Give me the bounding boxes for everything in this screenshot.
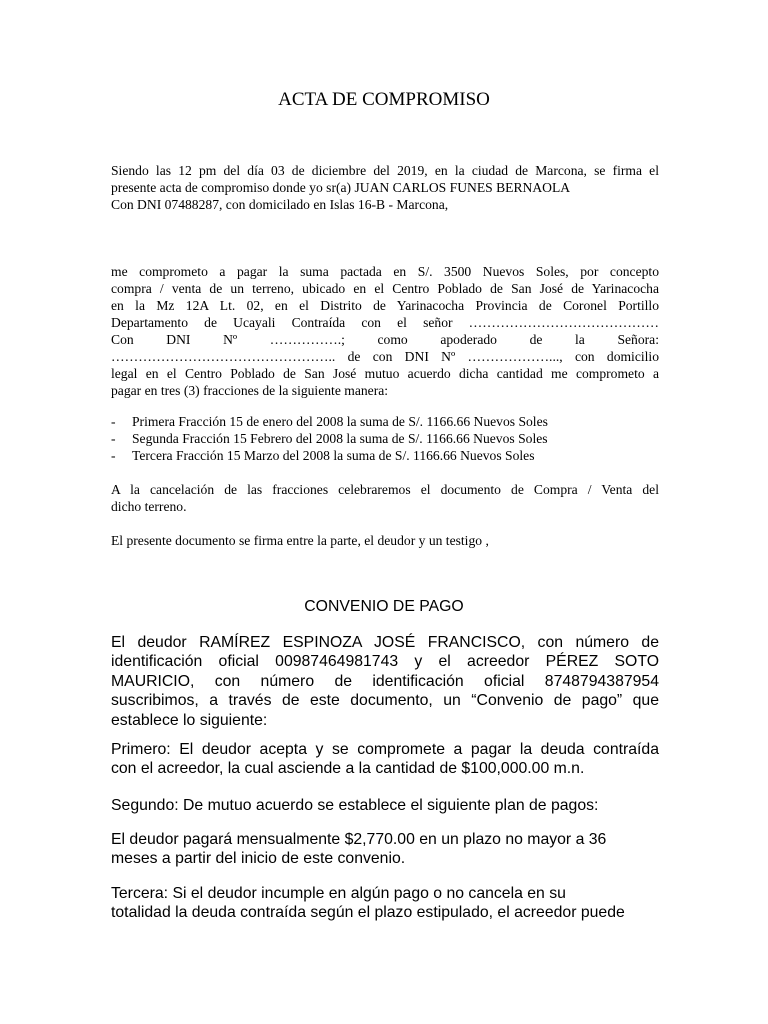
convenio-tercera-paragraph <box>111 884 659 923</box>
installments-list <box>111 413 659 464</box>
text-line: El presente documento se firma entre la parte, el deudor y un testigo , <box>111 533 489 548</box>
text-line: meses a partir del inicio de este convenio. <box>111 850 406 868</box>
list-dash: - <box>111 414 116 429</box>
list-item <box>111 430 659 447</box>
text-line: MAURICIO, con número de identificación oficial 8748794387954 <box>111 672 659 690</box>
convenio-parties-paragraph <box>111 633 659 730</box>
installment-text: Primera Fracción 15 de enero del 2008 la suma de S/. 1166.66 Nuevos Soles <box>132 414 548 429</box>
text-line: identificación oficial 00987464981743 y el acreedor PÉREZ SOTO <box>111 653 659 671</box>
convenio-plan-paragraph <box>111 830 659 869</box>
convenio-title: CONVENIO DE PAGO <box>304 598 464 615</box>
list-dash: - <box>111 448 116 463</box>
convenio-segundo-paragraph <box>111 796 659 815</box>
text-line: Con DNI Nº …………….; como apoderado de la Señora: <box>111 332 659 347</box>
text-line: El deudor RAMÍREZ ESPINOZA JOSÉ FRANCISCO, con número de <box>111 634 659 651</box>
text-line: en la Mz 12A Lt. 02, en el Distrito de Yarinacocha Provincia de Coronel Portillo <box>111 298 659 313</box>
intro-paragraph <box>111 162 659 213</box>
convenio-primero-paragraph <box>111 740 659 779</box>
text-line: compra / venta de un terreno, ubicado en el Centro Poblado de San José de Yarinacocha <box>111 281 659 296</box>
text-line: Con DNI 07488287, con domicilado en Islas 16-B - Marcona, <box>111 197 449 212</box>
text-line: El deudor pagará mensualmente $2,770.00 en un plazo no mayor a 36 <box>111 831 607 848</box>
text-line: ………………………………………….. de con DNI Nº ………………..., con domicilio <box>111 349 659 364</box>
text-line: con el acreedor, la cual asciende a la cantidad de $100,000.00 m.n. <box>111 760 585 778</box>
text-line: suscribimos, a través de este documento, un “Convenio de pago” que <box>111 692 659 710</box>
list-item <box>111 447 659 464</box>
cancellation-paragraph <box>111 481 659 515</box>
text-line: legal en el Centro Poblado de San José mutuo acuerdo dicha cantidad me comprometo a <box>111 366 659 381</box>
list-dash: - <box>111 431 116 446</box>
text-line: dicho terreno. <box>111 499 187 514</box>
document-title: ACTA DE COMPROMISO <box>278 89 490 110</box>
commitment-paragraph <box>111 263 659 399</box>
text-line: A la cancelación de las fracciones celebraremos el documento de Compra / Venta del <box>111 482 659 497</box>
text-line: Siendo las 12 pm del día 03 de diciembre del 2019, en la ciudad de Marcona, se firma el <box>111 163 659 178</box>
text-line: pagar en tres (3) fracciones de la siguiente manera: <box>111 383 389 398</box>
text-line: Departamento de Ucayali Contraída con el señor …………………………………… <box>111 315 659 330</box>
text-line: Tercera: Si el deudor incumple en algún pago o no cancela en su <box>111 885 566 902</box>
text-line: presente acta de compromiso donde yo sr(a) JUAN CARLOS FUNES BERNAOLA <box>111 180 571 195</box>
text-line: me comprometo a pagar la suma pactada en S/. 3500 Nuevos Soles, por concepto <box>111 264 659 279</box>
text-line: establece lo siguiente: <box>111 711 268 729</box>
text-line: Primero: El deudor acepta y se compromete a pagar la deuda contraída <box>111 741 659 758</box>
installment-text: Segunda Fracción 15 Febrero del 2008 la suma de S/. 1166.66 Nuevos Soles <box>132 431 548 446</box>
installment-text: Tercera Fracción 15 Marzo del 2008 la suma de S/. 1166.66 Nuevos Soles <box>132 448 535 463</box>
text-line: totalidad la deuda contraída según el plazo estipulado, el acreedor puede <box>111 904 625 922</box>
list-item <box>111 413 659 430</box>
text-line: Segundo: De mutuo acuerdo se establece el siguiente plan de pagos: <box>111 797 599 814</box>
signature-note <box>111 532 659 549</box>
